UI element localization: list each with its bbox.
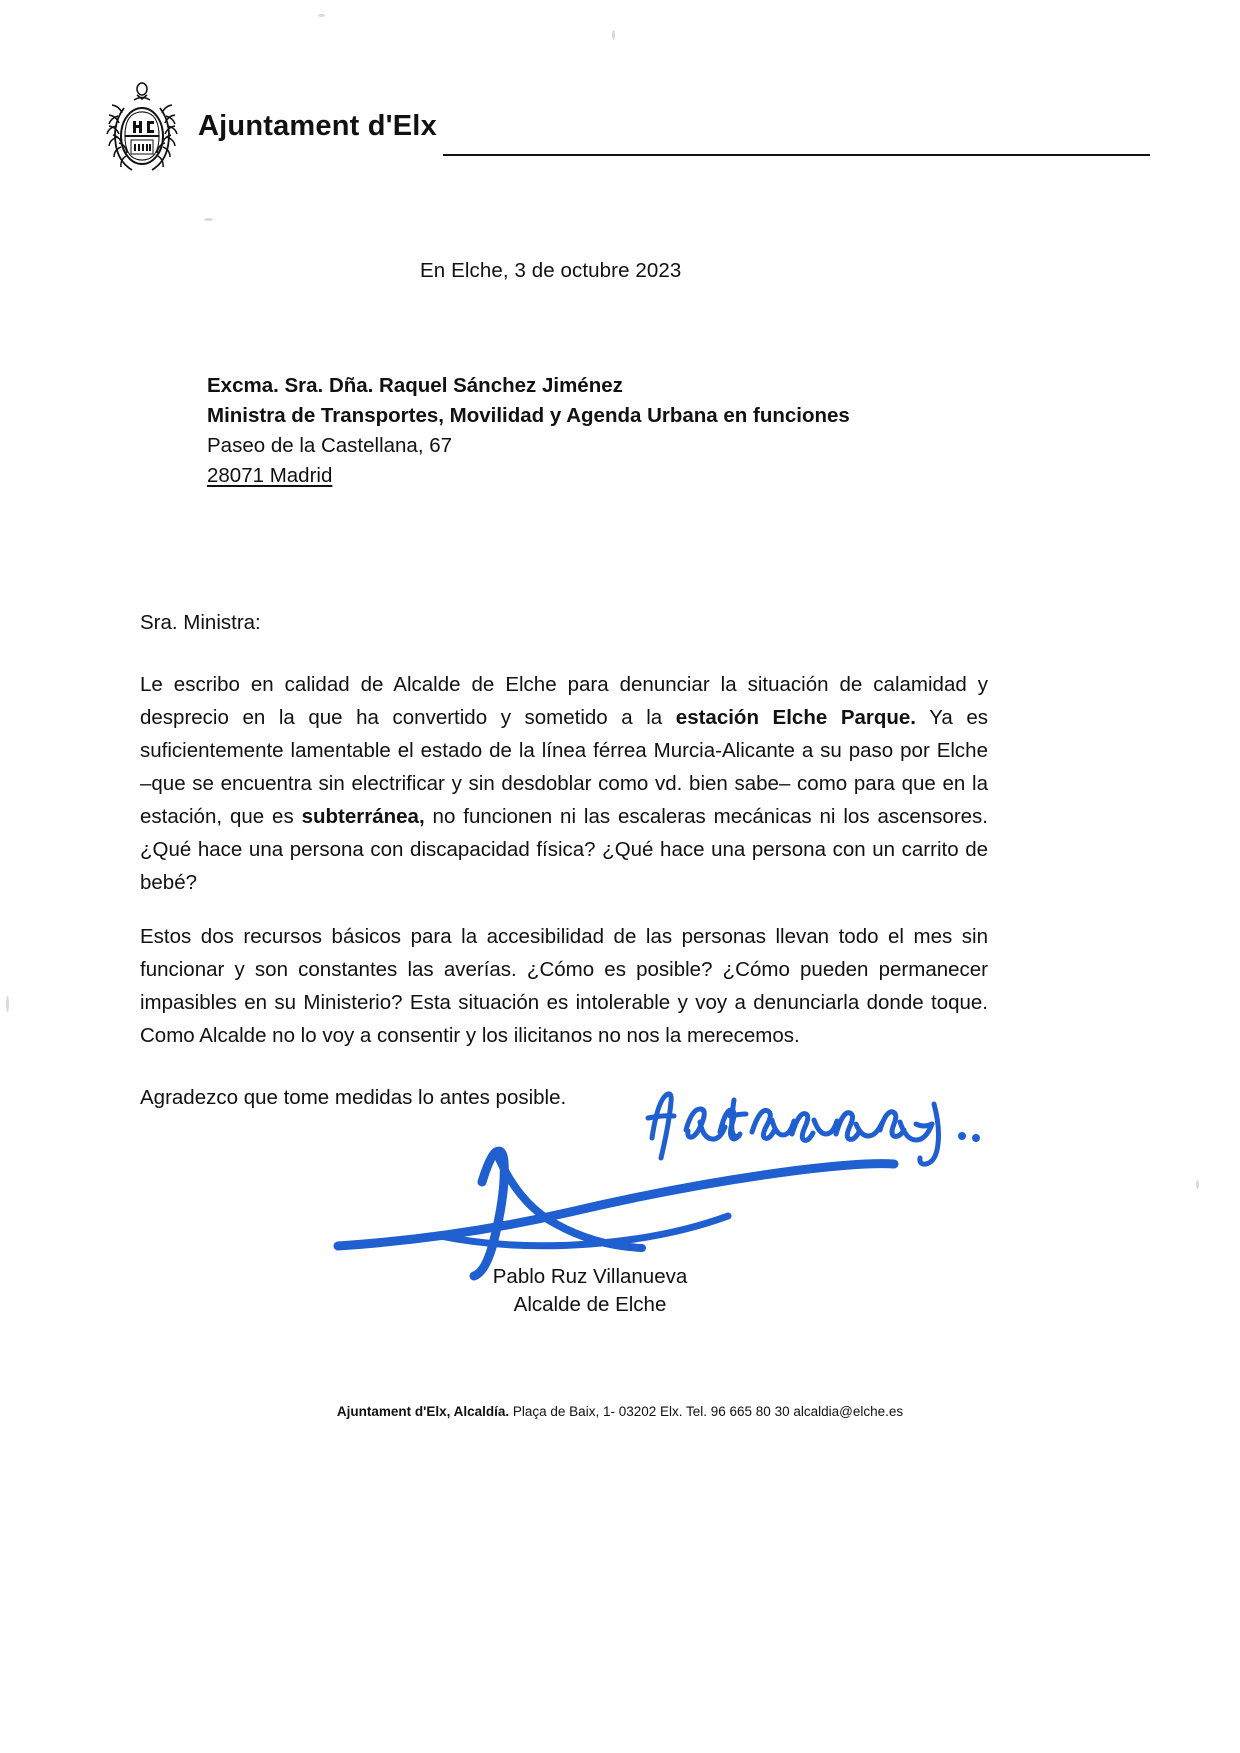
closing-line: Agradezco que tome medidas lo antes posible. <box>140 1086 567 1109</box>
recipient-city: 28071 Madrid <box>207 464 333 487</box>
letterhead-rule <box>443 154 1150 156</box>
salutation: Sra. Ministra: <box>140 611 261 634</box>
recipient-street: Paseo de la Castellana, 67 <box>207 434 453 457</box>
scan-speck <box>204 218 213 221</box>
signer-name: Pablo Ruz Villanueva <box>492 1265 688 1288</box>
paragraph-1-part-3: no funcionen ni las escaleras mecánicas ni los ascensores. ¿Qué hace una persona con discapacidad física? ¿Qué hace una persona con un carrito de bebé? <box>140 805 988 894</box>
recipient-title: Ministra de Transportes, Movilidad y Agenda Urbana en funciones <box>207 404 850 427</box>
body-paragraph-2: Estos dos recursos básicos para la accesibilidad de las personas llevan todo el mes sin funcionar y son constantes las averías. ¿Cómo es posible? ¿Cómo pueden permanecer impasibles en su Ministerio? Esta situación es intolerable y voy a denunciarla donde toque. Como Alcalde no lo voy a consentir y los ilicitanos no nos la merecemos. <box>140 925 988 1047</box>
footer-details: Plaça de Baix, 1- 03202 Elx. Tel. 96 665 80 30 alcaldia@elche.es <box>509 1404 904 1419</box>
signer-role: Alcalde de Elche <box>513 1293 667 1316</box>
date-line: En Elche, 3 de octubre 2023 <box>420 259 682 282</box>
coat-of-arms-icon <box>104 80 180 176</box>
scan-speck <box>318 14 325 17</box>
scan-speck <box>612 30 615 40</box>
organization-name: Ajuntament d'Elx <box>198 109 437 142</box>
scan-speck <box>6 996 9 1012</box>
letterhead-rule-container <box>437 78 1150 178</box>
letter-body <box>140 668 988 1052</box>
recipient-block <box>207 371 850 491</box>
paragraph-1-part-2: Ya es suficientemente lamentable el estado de la línea férrea Murcia-Alicante a su paso por Elche –que se encuentra sin electrificar y sin desdoblar como vd. bien sabe– como para que en la estación, que es <box>140 706 989 828</box>
paragraph-1-part-1: Le escribo en calidad de Alcalde de Elche para denunciar la situación de calamidad y desprecio en la que ha convertido y sometido a la <box>140 673 988 729</box>
body-paragraph-1 <box>140 668 988 899</box>
page-footer <box>0 1404 1240 1419</box>
scan-speck <box>1196 1180 1199 1189</box>
paragraph-1-bold-subterranea: subterránea, <box>301 805 425 828</box>
footer-office: Ajuntament d'Elx, Alcaldía. <box>336 1404 510 1419</box>
letterhead <box>104 78 1150 178</box>
recipient-name: Excma. Sra. Dña. Raquel Sánchez Jiménez <box>207 374 623 397</box>
paragraph-1-bold-station: estación Elche Parque. <box>675 706 917 729</box>
signer-block <box>140 1263 1040 1319</box>
